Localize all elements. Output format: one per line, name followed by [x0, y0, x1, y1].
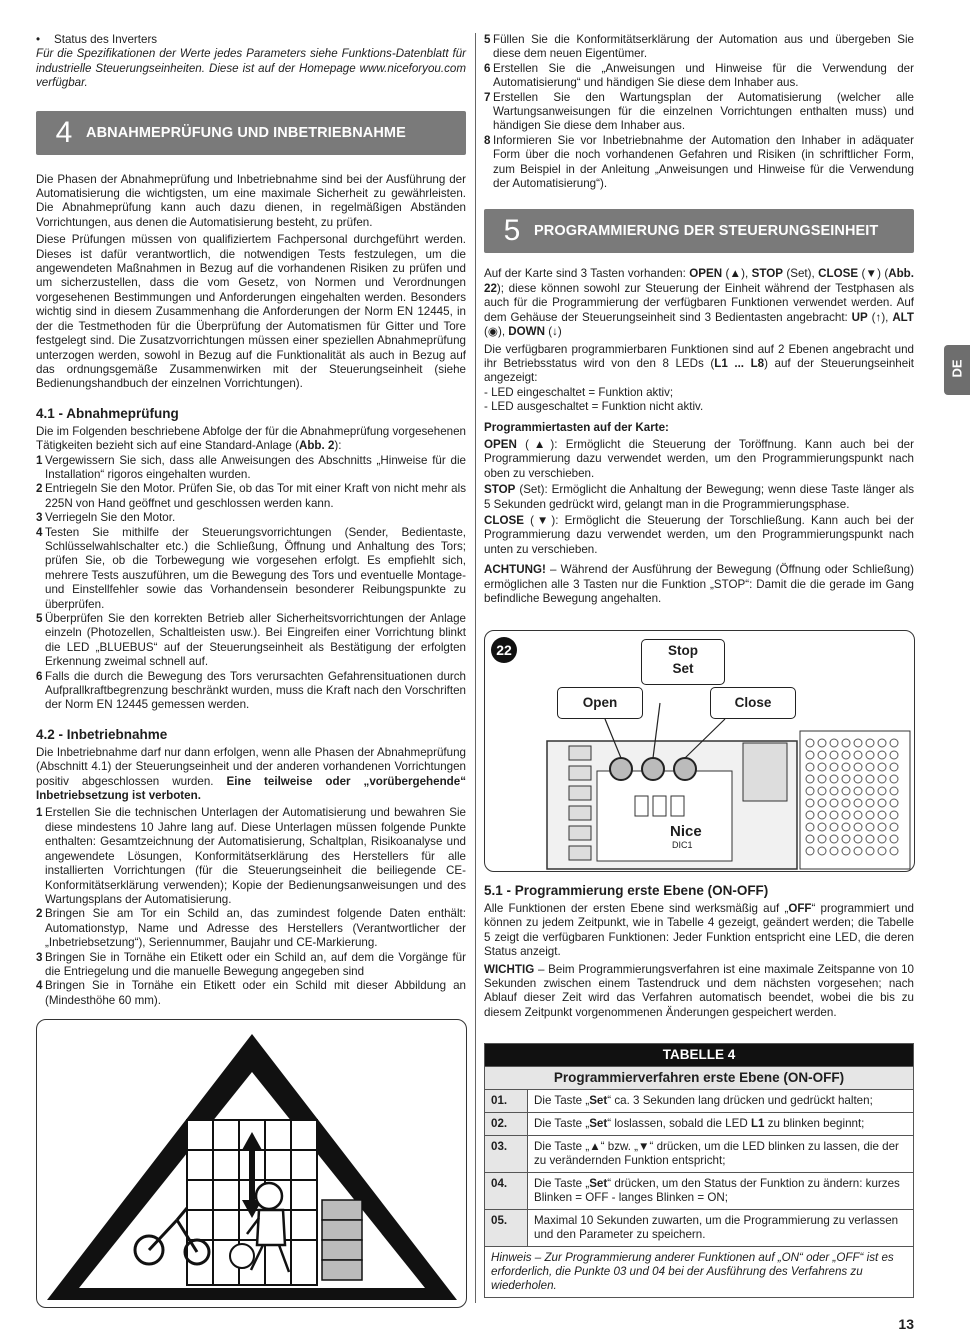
list-item: 2 Entriegeln Sie den Motor. Prüfen Sie, ob das Tor mit einer Kraft von nicht mehr als 225N von Hand geöffnet und geschlossen werden kann.	[36, 482, 466, 510]
status-bullet: • Status des Inverters	[36, 33, 158, 46]
heading-5-1: 5.1 - Programmierung erste Ebene (ON-OFF)	[484, 883, 769, 898]
programming-keys-heading: Programmiertasten auf der Karte:	[484, 420, 669, 434]
table-row	[485, 1173, 914, 1210]
open-callout: Open	[557, 687, 643, 719]
open-key-description: OPEN (▲): Ermöglicht die Steuerung der Toröffnung. Kann auch bei der Programmierung dazu verwendet werden, um den Programmierungspunkt nach oben zu verschieben.	[484, 437, 914, 480]
close-key-description: CLOSE (▼): Ermöglicht die Steuerung der Torschließung. Kann auch bei der Programmierung dazu verwendet werden, um den Programmierungspunkt nach unten zu verschieben.	[484, 513, 914, 556]
list-item: 2 Bringen Sie am Tor ein Schild an, das zumindest folgende Daten enthält: Automationstyp, Name und Adresse des Herstellers (Verantwortlicher der „Inbetriebsetzung“), Seriennummer, Baujahr und CE-Markierung.	[36, 907, 466, 950]
list-item: 5 Überprüfen Sie den korrekten Betrieb aller Sicherheitsvorrichtungen der Anlage einzeln (Photozellen, Schaltleisten usw.). Bei Eingreifen einer Vorrichtung blinkt die LED „BLUEBUS“ auf der Steuerungseinheit als Bestätigung der erfolgten Erkennung zweimal schnell auf.	[36, 612, 466, 669]
list-item: 4 Bringen Sie in Tornähe ein Etikett oder ein Schild mit dieser Abbildung an (Mindesthöhe 60 mm).	[36, 979, 466, 1007]
section-4-1-list	[36, 454, 466, 713]
section-5-1-paragraph: Alle Funktionen der ersten Ebene sind werksmäßig auf „OFF“ programmiert und können zu jedem Zeitpunkt, wie in Tabelle 4 gezeigt, geändert werden; die Tabelle 5 zeigt die verfügbaren Funktionen: Jeder Funktion entspricht eine LED, die deren Status anzeigt.	[484, 902, 914, 959]
section-4-paragraph-2: Diese Prüfungen müssen von qualifiziertem Fachpersonal durchgeführt werden. Dieses ist dafür verantwortlich, die notwendigen Tests festzulegen, um die angewendeten Maßnahmen in Bezug auf die vorhandenen Risiken zu prüfen und um sicherzustellen, dass die vom Gesetz, von Normen und Verordnungen vorgesehenen Bestimmungen und Anforderungen eingehalten werden. Besonders wichtig sind in diesem Zusammenhang die Anforderungen der Norm EN 12445, in der die Testmethoden für die Überprüfung der Automatismen für Gitter und Tore festgelegt sind. Die Zusatzvorrichtungen müssen einer speziellen Abnahmeprüfung unterzogen werden, sowohl in Bezug auf die Funktionalität als auch in Bezug auf das ordnungsgemäße Zusammenwirken mit der Steuerungseinheit (siehe Bedienungshandbuch der einzelnen Vorrichtungen).	[36, 233, 466, 391]
led-on-line: - LED eingeschaltet = Funktion aktiv;	[484, 385, 674, 399]
page-number: 13	[898, 1316, 914, 1332]
list-item: 4 Testen Sie mithilfe der Steuerungsvorrichtungen (Sender, Bedientaste, Schlüsselwahlschalter etc.) die Schließung, Öffnung und Anhaltung des Tors; prüfen Sie, ob die Torbewegung wie vorgesehen erfolgt. Es empfiehlt sich, mehrere Tests auszuführen, um die Bewegung des Tors und eventuelle Montage- und Einstellfehler sowie das Vorhandensein besonderer Reibungspunkte zu überprüfen.	[36, 525, 466, 611]
table-4-note: Hinweis – Zur Programmierung anderer Funktionen auf „ON“ oder „OFF“ ist es erforderlich, die Punkte 03 und 04 bei der Ausführung des Verfahrens zu wiederholen.	[485, 1247, 914, 1298]
section-4-header	[36, 111, 466, 155]
language-tab: DE	[944, 345, 970, 395]
board-brand-logo: Nice	[670, 823, 702, 840]
figure-number-badge: 22	[491, 637, 517, 663]
section-4-title: ABNAHMEPRÜFUNG UND INBETRIEBNAHME	[86, 124, 406, 141]
step-text: Die Taste „▲“ bzw. „▼“ drücken, um die LED blinken zu lassen, die der zu verändernden Funktion entspricht;	[528, 1136, 914, 1173]
stop-key-description: STOP (Set): Ermöglicht die Anhaltung der Bewegung; wenn diese Taste länger als 5 Sekunden gedrückt wird, gelangt man in die Programmierungsphase.	[484, 483, 914, 511]
table-row	[485, 1210, 914, 1247]
step-number: 04.	[485, 1173, 528, 1210]
close-callout: Close	[710, 687, 796, 719]
stop-set-callout	[641, 639, 725, 685]
table-row	[485, 1090, 914, 1113]
list-item: 6 Erstellen Sie die „Anweisungen und Hinweise für die Verwendung der Automatisierung“ und händigen Sie diese dem Inhaber aus.	[484, 61, 914, 90]
section-4-paragraph-1: Die Phasen der Abnahmeprüfung und Inbetriebnahme sind bei der Ausführung der Automatisierung die wichtigsten, um eine maximale Sicherheit zu gewährleisten. Die Abnahmeprüfung kann auch dazu dienen, in regelmäßigen Abständen Vorrichtungen, aus denen die Automatisierung besteht, zu prüfen.	[36, 172, 466, 229]
left-column	[36, 33, 466, 1008]
list-item: 7 Erstellen Sie den Wartungsplan der Automatisierung (welcher alle Wartungsanweisungen für die einzelnen Vorrichtungen enthalten muss) und händigen Sie diese dem Inhaber aus.	[484, 90, 914, 133]
section-5-header	[484, 209, 914, 253]
achtung-note: ACHTUNG! – Während der Ausführung der Bewegung (Öffnung oder Schließung) ermöglichen alle 3 Tasten nur die Funktion „STOP“: Damit die die gerade im Gang befindliche Bewegung angehalten.	[484, 563, 914, 605]
table-row	[485, 1136, 914, 1173]
heading-4-1: 4.1 - Abnahmeprüfung	[36, 405, 179, 421]
section-4-2-list	[36, 806, 466, 1008]
step-number: 01.	[485, 1090, 528, 1113]
crushing-hazard-warning-icon	[37, 1020, 466, 1307]
step-number: 03.	[485, 1136, 528, 1173]
wichtig-note: WICHTIG – Beim Programmierungsverfahren ist eine maximale Zeitspanne von 10 Sekunden zwischen einem Tastendruck und dem nächsten vorgesehen; nach Ablauf dieser Zeit wird das Verfahren automatisch beendet, wobei die bis zu diesem Zeitpunkt vorgenommenen Änderungen gespeichert werden.	[484, 962, 914, 1019]
list-item: 3 Verriegeln Sie den Motor.	[36, 511, 176, 525]
section-5-number: 5	[503, 214, 521, 248]
figure-22-board	[484, 630, 915, 872]
table-row	[485, 1113, 914, 1136]
section-5-paragraph-2: Die verfügbaren programmierbaren Funktionen sind auf 2 Ebenen angebracht und ihr Betriebsstatus wird von den 8 LEDs (L1 ... L8) auf der Steuerungseinheit angezeigt:	[484, 342, 914, 385]
led-off-line: - LED ausgeschaltet = Funktion nicht aktiv.	[484, 400, 704, 414]
list-item: 3 Bringen Sie in Tornähe ein Etikett oder ein Schild an, auf dem die Vorgänge für die Entriegelung und die manuelle Bewegung angegeben sind	[36, 950, 466, 978]
step-number: 05.	[485, 1210, 528, 1247]
step-text: Die Taste „Set“ loslassen, sobald die LED L1 zu blinken beginnt;	[528, 1113, 914, 1136]
section-4-number: 4	[55, 115, 73, 149]
step-number: 02.	[485, 1113, 528, 1136]
table-4-title: TABELLE 4	[485, 1044, 914, 1067]
list-item: 1 Vergewissern Sie sich, dass alle Anweisungen des Abschnitts „Hinweise für die Installation“ rigoros eingehalten wurden.	[36, 453, 466, 481]
table-4	[484, 1043, 914, 1298]
list-item: 8 Informieren Sie vor Inbetriebnahme der Automation den Inhaber in adäquater Form über die noch vorhandenen Gefahren und Risiken (in schriftlicher Form, zum Beispiel in der Anleitung „Anweisungen und Hinweise für die Verwendung der Automatisierung“).	[484, 133, 914, 191]
section-4-2-intro: Die Inbetriebnahme darf nur dann erfolgen, wenn alle Phasen der Abnahmeprüfung (Abschnitt 4.1) der Steuerungseinheit und der anderen vorhandenen Vorrichtungen positiv abgeschlossen wurden. Eine teilweise oder „vorübergehende“ Inbetriebsetzung ist verboten.	[36, 745, 466, 803]
heading-4-2: 4.2 - Inbetriebnahme	[36, 726, 168, 742]
list-item: 1 Erstellen Sie die technischen Unterlagen der Automatisierung und bewahren Sie diese mindestens 10 Jahre lang auf. Diese Unterlagen müssen folgende Punkte enthalten: Gesamtzeichnung der Automatisierung, Schaltplan, Risikoanalyse und angewendete Lösungen, Konformitätserklärung des Herstellers für alle installierten Vorrichtungen (für die Steuerungseinheit die beiliegende CE-Konformitätserklärung verwenden); Kopie der Bedienungsanweisungen und des Wartungsplans der Automatisierung.	[36, 806, 466, 906]
section-5-1	[484, 883, 914, 1020]
warning-sign-figure	[36, 1019, 467, 1308]
step-text: Die Taste „Set“ drücken, um den Status der Funktion zu ändern: kurzes Blinken = OFF - langes Blinken = ON;	[528, 1173, 914, 1210]
set-label: Set	[672, 661, 694, 676]
stop-label: Stop	[668, 643, 698, 658]
right-column	[484, 33, 914, 606]
list-item: 6 Falls die durch die Bewegung des Tors verursachten Gefahrensituationen durch Aufprallkraftbegrenzung beschränkt wurden, muss die Kraft nach den Vorschriften der Norm EN 12445 gemessen werden.	[36, 669, 466, 712]
board-model-label: DIC1	[672, 840, 693, 850]
list-item: 5 Füllen Sie die Konformitätserklärung der Automation aus und übergeben Sie diese dem neuen Eigentümer.	[484, 33, 914, 61]
section-5-title: PROGRAMMIERUNG DER STEUERUNGSEINHEIT	[534, 223, 879, 240]
column-divider	[475, 33, 476, 1303]
table-4-subtitle: Programmierverfahren erste Ebene (ON-OFF)	[485, 1067, 914, 1090]
section-4-1-intro: Die im Folgenden beschriebene Abfolge der für die Abnahmeprüfung vorgesehenen Tätigkeiten bezieht sich auf eine Standard-Anlage (Abb. 2):	[36, 424, 466, 453]
step-text: Die Taste „Set“ ca. 3 Sekunden lang drücken und gedrückt halten;	[528, 1090, 914, 1113]
step-text: Maximal 10 Sekunden zuwarten, um die Programmierung zu verlassen und den Parameter zu speichern.	[528, 1210, 914, 1247]
spec-note: Für die Spezifikationen der Werte jedes Parameters siehe Funktions-Datenblatt für industrielle Steuerungseinheiten. Diese ist auf der Homepage www.niceforyou.com verfügbar.	[36, 47, 466, 90]
section-4-2-list-continued	[484, 33, 914, 191]
section-5-paragraph-1: Auf der Karte sind 3 Tasten vorhanden: OPEN (▲), STOP (Set), CLOSE (▼) (Abb. 22); diese können sowohl zur Steuerung der Einheit während der Testphasen als auch für die Programmierung der verfügbaren Funktionen verwendet werden. Auf dem Gehäuse der Steuerungseinheit sind 3 Bedientasten angebracht: UP (↑), ALT (◉), DOWN (↓)	[484, 267, 914, 339]
